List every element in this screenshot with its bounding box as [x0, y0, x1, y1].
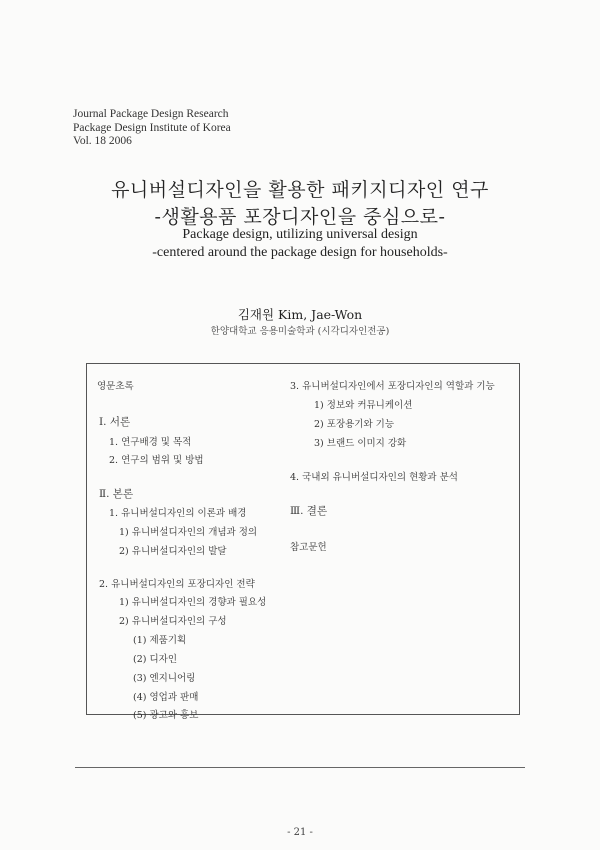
toc-item: 2) 유니버설디자인의 발달 [119, 546, 227, 557]
journal-name: Journal Package Design Research [73, 108, 229, 120]
toc-item: (3) 엔지니어링 [133, 673, 196, 684]
english-subtitle: -centered around the package design for households- [152, 245, 448, 260]
toc-item: 2. 연구의 범위 및 방법 [109, 455, 204, 466]
toc-item: 1. 유니버설디자인의 이론과 배경 [109, 508, 247, 519]
toc-item: 4. 국내외 유니버설디자인의 현황과 분석 [290, 472, 458, 483]
korean-subtitle: -생활용품 포장디자인을 중심으로- [154, 206, 446, 228]
table-of-contents [86, 363, 520, 721]
toc-item: Ⅲ. 결론 [290, 505, 328, 517]
toc-right-column [290, 364, 520, 714]
toc-item: 1. 연구배경 및 목적 [109, 437, 192, 448]
toc-item: (2) 디자인 [133, 654, 178, 665]
toc-item: Ⅰ. 서론 [99, 416, 131, 428]
journal-header [73, 108, 231, 149]
english-title: Package design, utilizing universal design [182, 227, 418, 242]
toc-left-column [87, 364, 302, 721]
toc-item: (1) 제품기획 [133, 635, 187, 646]
journal-volume: Vol. 18 2006 [73, 135, 132, 147]
toc-item: 3) 브랜드 이미지 강화 [314, 438, 407, 449]
toc-item: 1) 유니버설디자인의 개념과 정의 [119, 527, 258, 538]
toc-item: 2) 유니버설디자인의 구성 [119, 616, 227, 627]
author-name: 김재원 Kim, Jae-Won [237, 307, 363, 322]
journal-publisher: Package Design Institute of Korea [73, 121, 231, 134]
toc-item: (5) 광고와 홍보 [133, 710, 199, 721]
page-number: - 21 - [287, 827, 313, 838]
toc-item: 2) 포장용기와 기능 [314, 419, 395, 430]
toc-item: 참고문헌 [290, 542, 327, 553]
toc-item: 1) 유니버설디자인의 경향과 필요성 [119, 597, 267, 608]
toc-item: 1) 정보와 커뮤니케이션 [314, 400, 413, 411]
footer-divider [75, 767, 525, 768]
toc-item: (4) 영업과 판매 [133, 692, 199, 703]
toc-item: 3. 유니버설디자인에서 포장디자인의 역할과 기능 [290, 381, 495, 392]
toc-item: 2. 유니버설디자인의 포장디자인 전략 [99, 579, 255, 590]
toc-item: 영문초록 [97, 381, 134, 392]
toc-item: Ⅱ. 본론 [99, 488, 134, 500]
author-affiliation: 한양대학교 응용미술학과 (시각디자인전공) [210, 326, 390, 337]
korean-title: 유니버설디자인을 활용한 패키지디자인 연구 [111, 179, 489, 201]
